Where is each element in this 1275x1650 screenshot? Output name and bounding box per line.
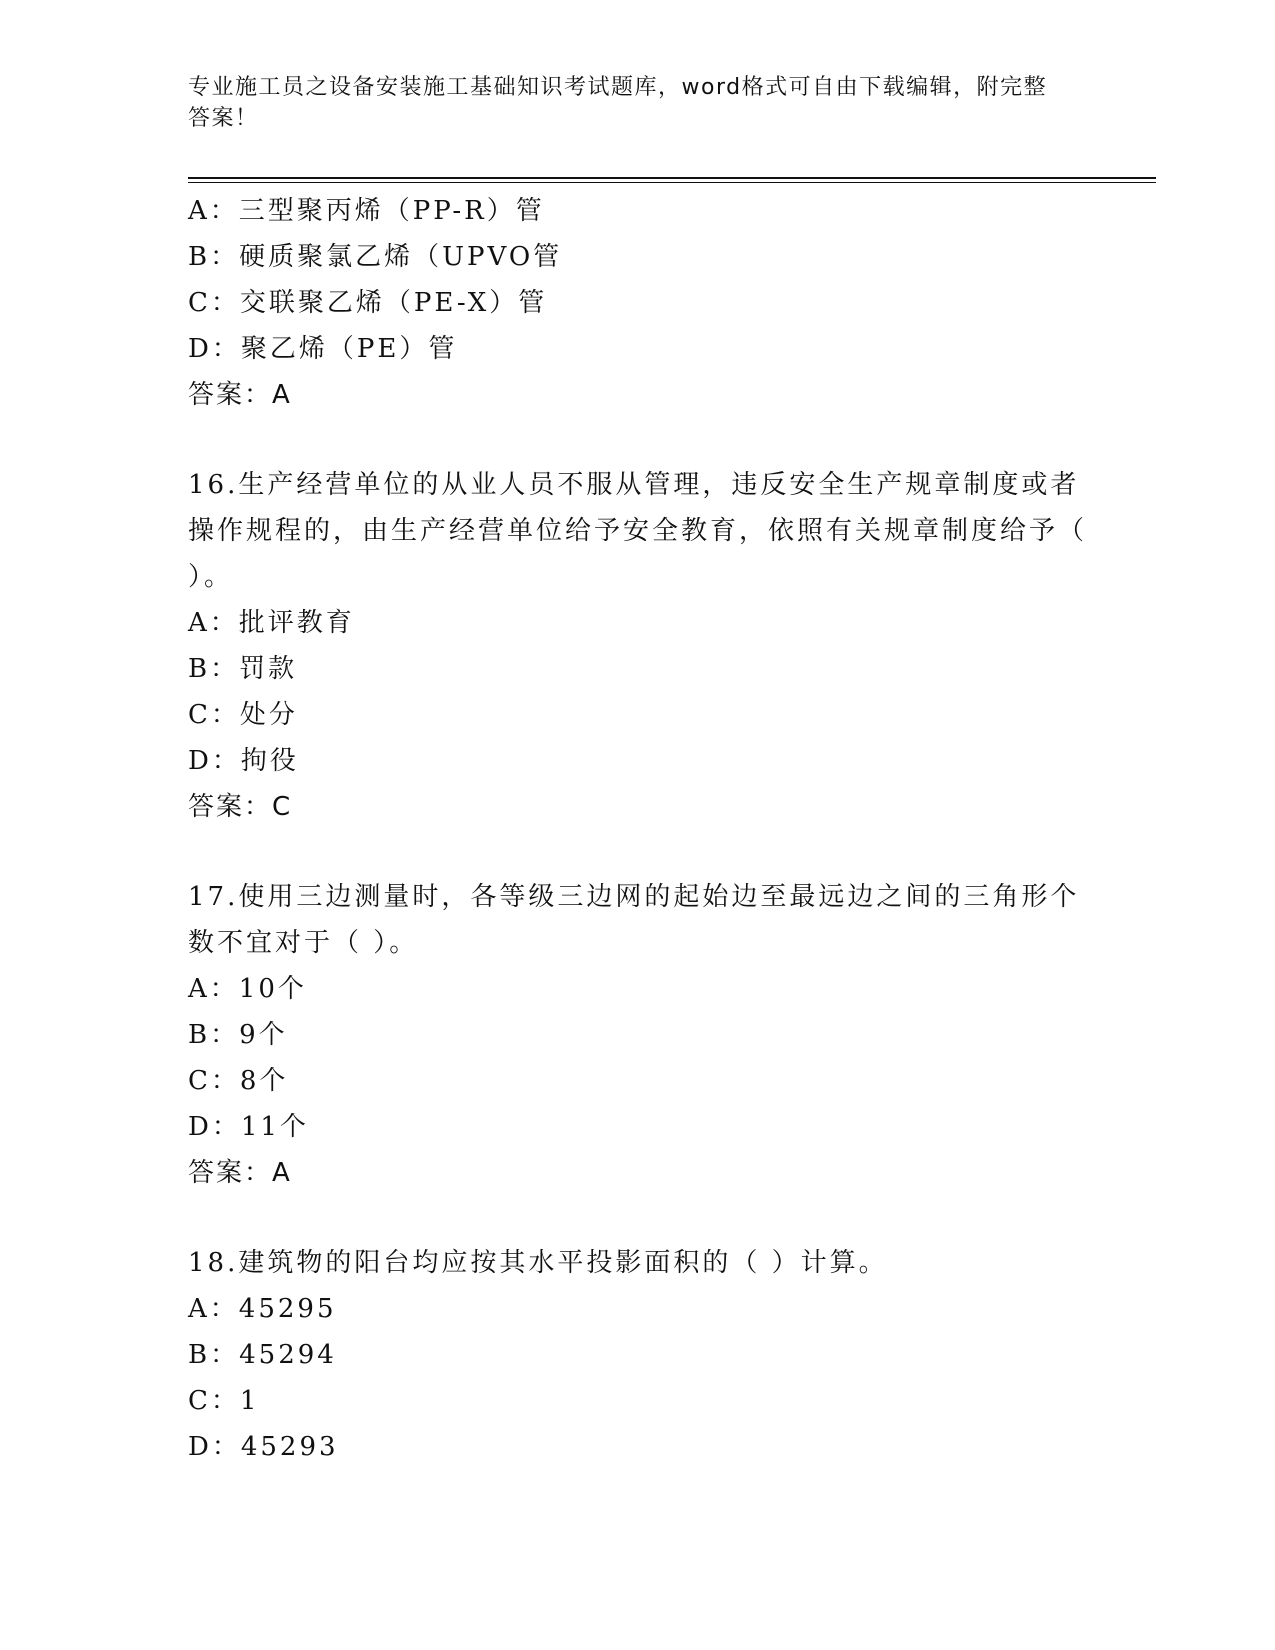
option-d: D：45293 xyxy=(188,1432,339,1462)
option-b: B：罚款 xyxy=(188,654,298,684)
document-header: 专业施工员之设备安装施工基础知识考试题库，word格式可自由下载编辑，附完整答案！ xyxy=(188,75,1048,131)
question-15 xyxy=(188,188,1088,418)
option-d: D：聚乙烯（PE）管 xyxy=(188,334,458,364)
answer-line: 答案：A xyxy=(188,1158,292,1188)
header-divider-thick xyxy=(188,177,1156,179)
option-a: A：10个 xyxy=(188,974,307,1004)
question-spacer xyxy=(188,830,1088,874)
option-c: C：交联聚乙烯（PE-X）管 xyxy=(188,288,548,318)
question-spacer xyxy=(188,418,1088,462)
option-a: A：45295 xyxy=(188,1294,337,1324)
question-stem: 16.生产经营单位的从业人员不服从管理，违反安全生产规章制度或者操作规程的，由生产经营单位给予安全教育，依照有关规章制度给予（ ）。 xyxy=(188,470,1088,592)
option-c: C：1 xyxy=(188,1386,260,1416)
answer-line: 答案：A xyxy=(188,380,292,410)
question-spacer xyxy=(188,1196,1088,1240)
answer-line: 答案：C xyxy=(188,792,293,822)
question-stem: 18.建筑物的阳台均应按其水平投影面积的（ ）计算。 xyxy=(188,1248,888,1278)
question-16 xyxy=(188,462,1088,830)
header-divider-thin xyxy=(188,182,1156,183)
option-d: D：11个 xyxy=(188,1112,309,1142)
option-c: C：8个 xyxy=(188,1066,289,1096)
option-b: B：9个 xyxy=(188,1020,288,1050)
option-a: A：三型聚丙烯（PP-R）管 xyxy=(188,196,545,226)
question-list xyxy=(188,188,1088,1470)
question-18 xyxy=(188,1240,1088,1470)
option-d: D：拘役 xyxy=(188,746,299,776)
option-b: B：45294 xyxy=(188,1340,337,1370)
option-a: A：批评教育 xyxy=(188,608,355,638)
option-c: C：处分 xyxy=(188,700,298,730)
question-stem: 17.使用三边测量时，各等级三边网的起始边至最远边之间的三角形个数不宜对于（ ）。 xyxy=(188,882,1080,958)
option-b: B：硬质聚氯乙烯（UPVO管 xyxy=(188,242,563,272)
question-17 xyxy=(188,874,1088,1196)
